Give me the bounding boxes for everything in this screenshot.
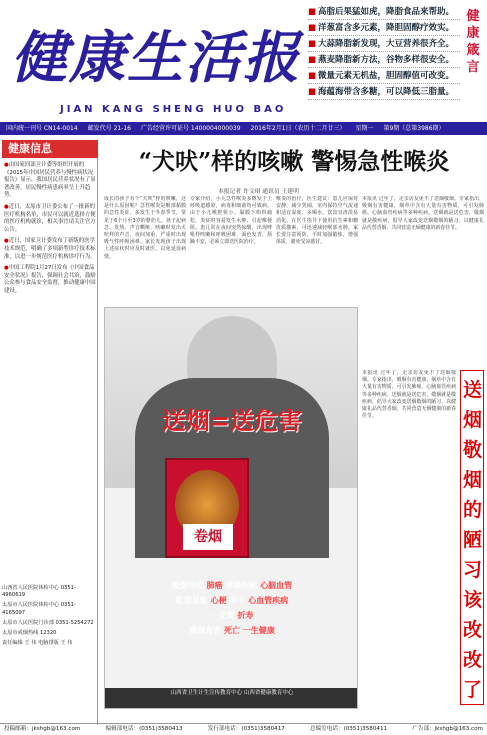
bullet-icon: ■: [308, 55, 317, 65]
news-brief[interactable]: ●由国家四部卫计委等组织开展的《2015年中国居民营养与慢性病状况报告》显示，我国居民营养状况有了显著改善，居民慢性病患病率呈上升趋势。: [4, 162, 96, 199]
bullet-icon: ■: [308, 7, 317, 17]
issue-item: 邮发代号 21-16: [87, 125, 131, 132]
news-brief-list: [4, 162, 96, 300]
masthead: [0, 0, 487, 122]
masthead-headlines: [308, 4, 460, 120]
cigarette-pack-icon: [165, 458, 249, 558]
contact-item: 太原市人民医院门诊部 0351-5254272: [2, 619, 94, 626]
contact-item: 太原市人民医院体检中心 0351-4165097: [2, 602, 76, 616]
news-brief[interactable]: ●近日，太原市卫计委公布了一批新的医疗机构名单，市民可以就近选择方便的医疗机构就诊，相关事宜请关注官方公告。: [4, 203, 96, 233]
disease-line: 吸烟易致 心梗 卒中 心血管疾病: [175, 596, 289, 605]
disease-line: 一支烟 折寿: [210, 611, 254, 620]
contact-item: 太原市戒烟热线 12320: [2, 630, 57, 637]
article-column-4: 本报讯 过年了，走亲访友免不了送烟敬烟。专家指出，吸烟有害健康，烟草中含有大量有害物质，可引发肺癌、心脑血管疾病等多种疾病。送烟就是送危害，敬烟就是敬疾病。倡导大家改变送烟敬烟的陋习，以健康礼品代替香烟，共同营造无烟健康的新春佳节。: [362, 196, 484, 231]
newspaper-pinyin: JIAN KANG SHENG HUO BAO: [60, 104, 287, 115]
article-column-1: 成长的孩子有个“犬吠”样的咳嗽，这是什么原因呢？急性喉炎是喉部黏膜的急性炎症，多发生于冬春季节，常见于6个月至3岁的婴幼儿。孩子起病急，发热、声音嘶哑，咳嗽时发出犬吠样的声音，夜间加重，严重时出现吸气性呼吸困难。家长发现孩子出现上述症状时应及时就医，以免延误病情。: [104, 196, 186, 260]
contact-list: [2, 585, 98, 650]
article-column-3: 喉炎的治疗，医生建议：患儿应保持安静，减少哭闹，室内保持空气流通和适宜湿度，多喝水，饮食宜清淡易消化。在医生指导下使用抗生素和糖皮质激素，可迅速减轻喉部水肿。家长要注意预防，平时加强锻炼，增强体质，避免受凉感冒。: [276, 196, 358, 246]
ad-footer: 山西省卫生计生宣传教育中心 山西省健康教育中心: [105, 688, 358, 708]
bullet-icon: ■: [308, 23, 317, 33]
vertical-slogan-banner: [460, 370, 484, 705]
pack-label: 卷烟: [183, 524, 233, 550]
page-footer: [0, 723, 487, 735]
issue-item: 广告经营许可证号 1400004000039: [141, 125, 241, 132]
brand-vertical-label: 健康箴言: [462, 8, 484, 116]
headline-item[interactable]: ■ 海蕴海带含多糖，可以降低三脂量。: [308, 84, 460, 100]
headline-item[interactable]: ■ 高脂后果猛如虎，降脂食品来帮助。: [308, 4, 460, 20]
news-brief[interactable]: ●近日，国家卫计委发布了新版的医学技术规范，明确了多项新型诊疗技术标准，以进一步规范医疗机构诊疗行为。: [4, 238, 96, 260]
editor-line: 责任编辑 王 伟 电脑排版 王 伟: [2, 640, 73, 647]
bullet-icon: ■: [308, 71, 317, 81]
issue-item: 星期一: [355, 125, 374, 132]
footer-item: 投稿邮箱：jkshgb@163.com: [4, 726, 81, 732]
contact-item: 山西省人民医院体检中心 0351-4960619: [2, 585, 76, 599]
headline-item[interactable]: ■ 洋葱富含多元素，降胆固醇疗效实。: [308, 20, 460, 36]
article-byline: 本报记者 许文琪 通讯员 王建明: [218, 189, 299, 195]
section-title: 健康信息: [2, 140, 98, 158]
news-brief[interactable]: ●中国工程院1月27日发布《中国食品安全状况》报告，强调社会共治，鼓励公众参与食品安全监督，推动健康中国建设。: [4, 265, 96, 294]
article-column-5: 本报讯 过年了，走亲访友免不了送烟敬烟。专家指出，吸烟有害健康，烟草中含有大量有害物质，可引发肺癌、心脑血管疾病等多种疾病。送烟就是送危害，敬烟就是敬疾病。倡导大家改变送烟敬烟的陋习，以健康礼品代替香烟，共同营造无烟健康的新春佳节。: [362, 370, 456, 420]
headline-item[interactable]: ■ 微量元素无机盐，胆固醇值可改变。: [308, 68, 460, 84]
headline-item[interactable]: ■ 燕麦降脂新方法，谷物多样很安全。: [308, 52, 460, 68]
issue-item: 2016年2月1日（农历十二月廿三）: [250, 125, 346, 132]
bullet-icon: ■: [308, 87, 317, 97]
bullet-icon: ■: [308, 39, 317, 49]
article-column-2: 专家介绍，小儿急性喉炎多继发于上呼吸道感染，病毒和细菌均可致病。由于小儿喉腔狭小、黏膜下组织疏松，炎症时容易发生水肿，引起喉梗阻。患儿常在夜间突然惊醒，出现哮吼样咳嗽和呼吸困难，面色发青，烦躁不安，必须立即送医院治疗。: [190, 196, 272, 246]
article-headline[interactable]: “犬吠”样的咳嗽 警惕急性喉炎: [138, 148, 450, 175]
issue-item: 国内统一刊号 CN14-0014: [6, 125, 78, 132]
footer-item: 发行部电话：(0351)3580417: [207, 726, 285, 732]
anti-smoking-ad: [104, 307, 358, 709]
footer-item: 总编室电话：(0351)3580411: [310, 726, 388, 732]
ad-disease-list: [105, 578, 358, 638]
disease-line: 吸烟导致 肺癌 呼吸疾病 心脑血管: [171, 581, 293, 590]
footer-item: 广告部：jkshgb@163.com: [412, 726, 483, 732]
footer-item: 编辑部电话：(0351)3580413: [105, 726, 183, 732]
issue-item: 第9期（总第3986期）: [383, 125, 445, 132]
disease-line: 吸烟有害 死亡 一生健康: [189, 626, 275, 635]
issue-info-bar: [0, 122, 487, 135]
headline-item[interactable]: ■ 大蒜降脂新发现，大豆营养很齐全。: [308, 36, 460, 52]
left-news-column: [2, 140, 98, 725]
vertical-slogan-text: 送烟敬烟的陋习该改改了: [463, 379, 483, 701]
ad-slogan: 送烟=送危害: [161, 406, 303, 435]
newspaper-logo: 健康生活报: [11, 25, 301, 91]
